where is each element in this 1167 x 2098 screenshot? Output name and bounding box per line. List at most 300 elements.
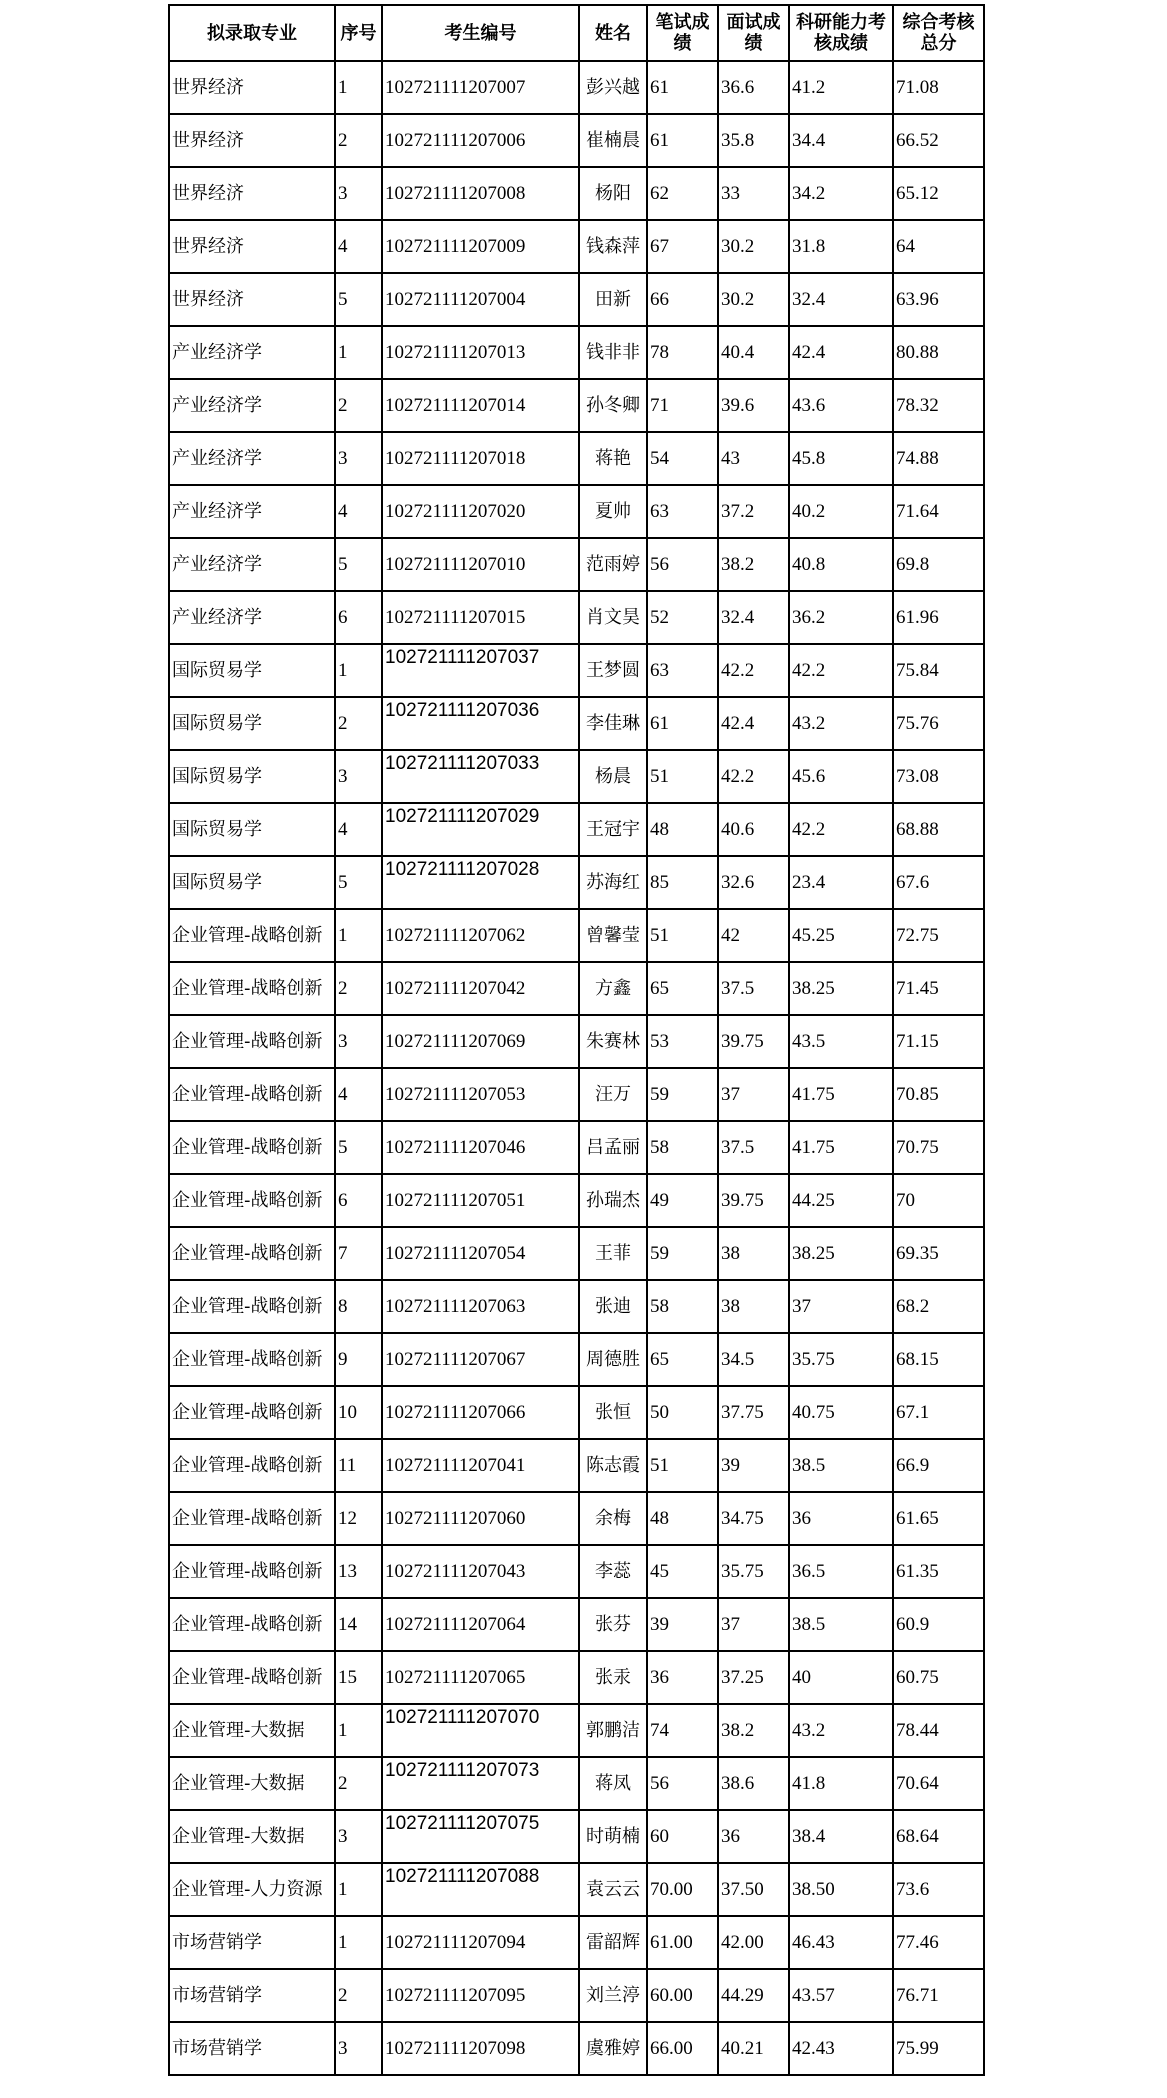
research-score-cell: 46.43 [789,1916,893,1969]
seq-cell: 2 [335,379,382,432]
candidate-id-cell: 102721111207053 [382,1068,579,1121]
written-score-cell: 63 [647,485,718,538]
candidate-id-cell: 102721111207063 [382,1280,579,1333]
major-cell: 国际贸易学 [169,856,335,909]
table-row [169,1174,984,1227]
written-score-cell: 39 [647,1598,718,1651]
candidate-id-cell: 102721111207073 [382,1757,579,1810]
written-score-cell: 66.00 [647,2022,718,2075]
seq-cell: 2 [335,114,382,167]
total-score-cell: 75.99 [893,2022,984,2075]
written-score-cell: 58 [647,1280,718,1333]
header-interview-score: 面试成绩 [718,5,789,61]
table-row [169,273,984,326]
total-score-cell: 68.15 [893,1333,984,1386]
major-cell: 国际贸易学 [169,803,335,856]
seq-cell: 3 [335,1015,382,1068]
written-score-cell: 56 [647,538,718,591]
name-cell: 苏海红 [579,856,647,909]
candidate-id-cell: 102721111207010 [382,538,579,591]
written-score-cell: 54 [647,432,718,485]
total-score-cell: 65.12 [893,167,984,220]
candidate-id-cell: 102721111207013 [382,326,579,379]
total-score-cell: 70.85 [893,1068,984,1121]
interview-score-cell: 39.6 [718,379,789,432]
total-score-cell: 61.35 [893,1545,984,1598]
table-row [169,750,984,803]
interview-score-cell: 42.4 [718,697,789,750]
research-score-cell: 42.2 [789,644,893,697]
table-row [169,2022,984,2075]
name-cell: 张迪 [579,1280,647,1333]
name-cell: 夏帅 [579,485,647,538]
candidate-id-cell: 102721111207060 [382,1492,579,1545]
candidate-id-cell: 102721111207006 [382,114,579,167]
name-cell: 张芬 [579,1598,647,1651]
name-cell: 曾馨莹 [579,909,647,962]
candidate-id-cell: 102721111207042 [382,962,579,1015]
seq-cell: 11 [335,1439,382,1492]
written-score-cell: 61 [647,114,718,167]
research-score-cell: 38.25 [789,962,893,1015]
total-score-cell: 61.65 [893,1492,984,1545]
seq-cell: 12 [335,1492,382,1545]
interview-score-cell: 30.2 [718,273,789,326]
total-score-cell: 76.71 [893,1969,984,2022]
total-score-cell: 69.35 [893,1227,984,1280]
name-cell: 王梦圆 [579,644,647,697]
seq-cell: 4 [335,803,382,856]
candidate-id-cell: 102721111207028 [382,856,579,909]
total-score-cell: 80.88 [893,326,984,379]
research-score-cell: 41.2 [789,61,893,114]
interview-score-cell: 42 [718,909,789,962]
seq-cell: 13 [335,1545,382,1598]
table-body [169,61,984,2075]
interview-score-cell: 37.25 [718,1651,789,1704]
header-major: 拟录取专业 [169,5,335,61]
table-row [169,1333,984,1386]
seq-cell: 3 [335,1810,382,1863]
interview-score-cell: 37.50 [718,1863,789,1916]
candidate-id-cell: 102721111207070 [382,1704,579,1757]
total-score-cell: 73.6 [893,1863,984,1916]
seq-cell: 2 [335,1757,382,1810]
name-cell: 范雨婷 [579,538,647,591]
written-score-cell: 48 [647,803,718,856]
total-score-cell: 67.6 [893,856,984,909]
interview-score-cell: 42.2 [718,750,789,803]
interview-score-cell: 37.75 [718,1386,789,1439]
name-cell: 方鑫 [579,962,647,1015]
major-cell: 产业经济学 [169,326,335,379]
table-row [169,856,984,909]
written-score-cell: 70.00 [647,1863,718,1916]
table-row [169,379,984,432]
interview-score-cell: 37.5 [718,1121,789,1174]
name-cell: 钱非非 [579,326,647,379]
table-row [169,1598,984,1651]
research-score-cell: 45.25 [789,909,893,962]
major-cell: 企业管理-战略创新 [169,1068,335,1121]
candidate-id-cell: 102721111207009 [382,220,579,273]
written-score-cell: 51 [647,750,718,803]
total-score-cell: 71.08 [893,61,984,114]
table-row [169,1015,984,1068]
total-score-cell: 71.15 [893,1015,984,1068]
seq-cell: 3 [335,432,382,485]
table-row [169,538,984,591]
table-row [169,485,984,538]
candidate-id-cell: 102721111207046 [382,1121,579,1174]
research-score-cell: 34.4 [789,114,893,167]
major-cell: 企业管理-战略创新 [169,1333,335,1386]
total-score-cell: 74.88 [893,432,984,485]
interview-score-cell: 44.29 [718,1969,789,2022]
research-score-cell: 31.8 [789,220,893,273]
interview-score-cell: 33 [718,167,789,220]
major-cell: 企业管理-战略创新 [169,1015,335,1068]
candidate-id-cell: 102721111207054 [382,1227,579,1280]
table-row [169,962,984,1015]
header-seq: 序号 [335,5,382,61]
major-cell: 世界经济 [169,273,335,326]
candidate-id-cell: 102721111207033 [382,750,579,803]
research-score-cell: 34.2 [789,167,893,220]
written-score-cell: 78 [647,326,718,379]
total-score-cell: 77.46 [893,1916,984,1969]
table-row [169,697,984,750]
seq-cell: 15 [335,1651,382,1704]
total-score-cell: 72.75 [893,909,984,962]
candidate-id-cell: 102721111207018 [382,432,579,485]
admission-scores-table [168,4,985,2076]
total-score-cell: 71.64 [893,485,984,538]
total-score-cell: 66.9 [893,1439,984,1492]
table-row [169,591,984,644]
table-row [169,644,984,697]
total-score-cell: 69.8 [893,538,984,591]
research-score-cell: 37 [789,1280,893,1333]
total-score-cell: 68.64 [893,1810,984,1863]
total-score-cell: 70.64 [893,1757,984,1810]
name-cell: 蒋凤 [579,1757,647,1810]
table-row [169,432,984,485]
interview-score-cell: 40.21 [718,2022,789,2075]
major-cell: 市场营销学 [169,2022,335,2075]
interview-score-cell: 43 [718,432,789,485]
name-cell: 孙瑞杰 [579,1174,647,1227]
table-row [169,1280,984,1333]
name-cell: 王菲 [579,1227,647,1280]
written-score-cell: 67 [647,220,718,273]
candidate-id-cell: 102721111207065 [382,1651,579,1704]
interview-score-cell: 39.75 [718,1015,789,1068]
seq-cell: 2 [335,697,382,750]
interview-score-cell: 34.75 [718,1492,789,1545]
major-cell: 企业管理-大数据 [169,1757,335,1810]
interview-score-cell: 40.6 [718,803,789,856]
name-cell: 朱赛林 [579,1015,647,1068]
candidate-id-cell: 102721111207088 [382,1863,579,1916]
seq-cell: 1 [335,644,382,697]
major-cell: 企业管理-战略创新 [169,1121,335,1174]
written-score-cell: 65 [647,1333,718,1386]
total-score-cell: 63.96 [893,273,984,326]
interview-score-cell: 37 [718,1598,789,1651]
candidate-id-cell: 102721111207095 [382,1969,579,2022]
written-score-cell: 53 [647,1015,718,1068]
total-score-cell: 75.84 [893,644,984,697]
seq-cell: 4 [335,485,382,538]
candidate-id-cell: 102721111207015 [382,591,579,644]
research-score-cell: 36.2 [789,591,893,644]
name-cell: 田新 [579,273,647,326]
candidate-id-cell: 102721111207043 [382,1545,579,1598]
major-cell: 企业管理-战略创新 [169,962,335,1015]
name-cell: 吕孟丽 [579,1121,647,1174]
seq-cell: 5 [335,856,382,909]
research-score-cell: 36 [789,1492,893,1545]
seq-cell: 3 [335,2022,382,2075]
table-row [169,1121,984,1174]
interview-score-cell: 37.2 [718,485,789,538]
total-score-cell: 78.44 [893,1704,984,1757]
interview-score-cell: 38 [718,1280,789,1333]
total-score-cell: 68.2 [893,1280,984,1333]
name-cell: 李蕊 [579,1545,647,1598]
table-header [169,5,984,61]
seq-cell: 2 [335,1969,382,2022]
total-score-cell: 68.88 [893,803,984,856]
name-cell: 时萌楠 [579,1810,647,1863]
written-score-cell: 59 [647,1227,718,1280]
written-score-cell: 61.00 [647,1916,718,1969]
interview-score-cell: 35.8 [718,114,789,167]
seq-cell: 1 [335,1863,382,1916]
research-score-cell: 43.57 [789,1969,893,2022]
table-row [169,326,984,379]
research-score-cell: 38.25 [789,1227,893,1280]
seq-cell: 4 [335,1068,382,1121]
interview-score-cell: 42.00 [718,1916,789,1969]
name-cell: 周德胜 [579,1333,647,1386]
name-cell: 刘兰渟 [579,1969,647,2022]
written-score-cell: 60 [647,1810,718,1863]
name-cell: 虞雅婷 [579,2022,647,2075]
major-cell: 世界经济 [169,167,335,220]
major-cell: 市场营销学 [169,1916,335,1969]
total-score-cell: 70.75 [893,1121,984,1174]
name-cell: 张恒 [579,1386,647,1439]
candidate-id-cell: 102721111207007 [382,61,579,114]
total-score-cell: 67.1 [893,1386,984,1439]
written-score-cell: 71 [647,379,718,432]
seq-cell: 1 [335,326,382,379]
seq-cell: 7 [335,1227,382,1280]
name-cell: 汪万 [579,1068,647,1121]
written-score-cell: 74 [647,1704,718,1757]
major-cell: 企业管理-战略创新 [169,1386,335,1439]
candidate-id-cell: 102721111207008 [382,167,579,220]
table-row [169,1068,984,1121]
written-score-cell: 63 [647,644,718,697]
interview-score-cell: 38 [718,1227,789,1280]
name-cell: 王冠宇 [579,803,647,856]
candidate-id-cell: 102721111207066 [382,1386,579,1439]
table-row [169,114,984,167]
interview-score-cell: 36 [718,1810,789,1863]
major-cell: 企业管理-战略创新 [169,1598,335,1651]
major-cell: 产业经济学 [169,591,335,644]
seq-cell: 3 [335,167,382,220]
name-cell: 余梅 [579,1492,647,1545]
research-score-cell: 40.8 [789,538,893,591]
name-cell: 彭兴越 [579,61,647,114]
seq-cell: 9 [335,1333,382,1386]
name-cell: 杨阳 [579,167,647,220]
table-row [169,1651,984,1704]
candidate-id-cell: 102721111207064 [382,1598,579,1651]
major-cell: 国际贸易学 [169,644,335,697]
interview-score-cell: 38.6 [718,1757,789,1810]
major-cell: 企业管理-战略创新 [169,1651,335,1704]
research-score-cell: 42.43 [789,2022,893,2075]
seq-cell: 5 [335,1121,382,1174]
seq-cell: 1 [335,1916,382,1969]
candidate-id-cell: 102721111207041 [382,1439,579,1492]
name-cell: 孙冬卿 [579,379,647,432]
header-total-score: 综合考核总分 [893,5,984,61]
seq-cell: 3 [335,750,382,803]
research-score-cell: 23.4 [789,856,893,909]
candidate-id-cell: 102721111207098 [382,2022,579,2075]
name-cell: 钱森萍 [579,220,647,273]
candidate-id-cell: 102721111207029 [382,803,579,856]
written-score-cell: 58 [647,1121,718,1174]
table-row [169,167,984,220]
interview-score-cell: 34.5 [718,1333,789,1386]
research-score-cell: 38.5 [789,1439,893,1492]
name-cell: 陈志霞 [579,1439,647,1492]
written-score-cell: 61 [647,61,718,114]
major-cell: 产业经济学 [169,379,335,432]
table-row [169,1386,984,1439]
candidate-id-cell: 102721111207094 [382,1916,579,1969]
candidate-id-cell: 102721111207037 [382,644,579,697]
written-score-cell: 65 [647,962,718,1015]
major-cell: 企业管理-人力资源 [169,1863,335,1916]
candidate-id-cell: 102721111207004 [382,273,579,326]
name-cell: 郭鹏洁 [579,1704,647,1757]
research-score-cell: 38.50 [789,1863,893,1916]
major-cell: 企业管理-战略创新 [169,1227,335,1280]
research-score-cell: 38.4 [789,1810,893,1863]
research-score-cell: 45.8 [789,432,893,485]
table-row [169,1916,984,1969]
research-score-cell: 41.75 [789,1121,893,1174]
major-cell: 企业管理-大数据 [169,1704,335,1757]
major-cell: 企业管理-战略创新 [169,909,335,962]
table-row [169,1863,984,1916]
interview-score-cell: 32.6 [718,856,789,909]
written-score-cell: 60.00 [647,1969,718,2022]
seq-cell: 6 [335,591,382,644]
seq-cell: 14 [335,1598,382,1651]
table-row [169,1439,984,1492]
total-score-cell: 66.52 [893,114,984,167]
total-score-cell: 78.32 [893,379,984,432]
interview-score-cell: 42.2 [718,644,789,697]
table-row [169,1492,984,1545]
seq-cell: 1 [335,61,382,114]
major-cell: 企业管理-战略创新 [169,1280,335,1333]
candidate-id-cell: 102721111207020 [382,485,579,538]
total-score-cell: 60.9 [893,1598,984,1651]
major-cell: 世界经济 [169,114,335,167]
candidate-id-cell: 102721111207075 [382,1810,579,1863]
written-score-cell: 61 [647,697,718,750]
interview-score-cell: 30.2 [718,220,789,273]
total-score-cell: 71.45 [893,962,984,1015]
major-cell: 企业管理-大数据 [169,1810,335,1863]
total-score-cell: 60.75 [893,1651,984,1704]
name-cell: 蒋艳 [579,432,647,485]
written-score-cell: 51 [647,1439,718,1492]
table-row [169,909,984,962]
table-row [169,1545,984,1598]
research-score-cell: 32.4 [789,273,893,326]
table-row [169,1704,984,1757]
table-row [169,1810,984,1863]
table-row [169,803,984,856]
interview-score-cell: 37.5 [718,962,789,1015]
table-row [169,1969,984,2022]
written-score-cell: 49 [647,1174,718,1227]
candidate-id-cell: 102721111207036 [382,697,579,750]
header-research-score: 科研能力考核成绩 [789,5,893,61]
seq-cell: 5 [335,538,382,591]
seq-cell: 1 [335,909,382,962]
seq-cell: 10 [335,1386,382,1439]
research-score-cell: 38.5 [789,1598,893,1651]
research-score-cell: 43.6 [789,379,893,432]
research-score-cell: 42.2 [789,803,893,856]
interview-score-cell: 39.75 [718,1174,789,1227]
name-cell: 雷韶辉 [579,1916,647,1969]
total-score-cell: 70 [893,1174,984,1227]
written-score-cell: 66 [647,273,718,326]
research-score-cell: 36.5 [789,1545,893,1598]
major-cell: 国际贸易学 [169,697,335,750]
research-score-cell: 35.75 [789,1333,893,1386]
total-score-cell: 73.08 [893,750,984,803]
candidate-id-cell: 102721111207051 [382,1174,579,1227]
research-score-cell: 43.2 [789,697,893,750]
interview-score-cell: 32.4 [718,591,789,644]
major-cell: 企业管理-战略创新 [169,1174,335,1227]
interview-score-cell: 40.4 [718,326,789,379]
seq-cell: 8 [335,1280,382,1333]
major-cell: 产业经济学 [169,538,335,591]
major-cell: 企业管理-战略创新 [169,1492,335,1545]
table-row [169,1227,984,1280]
seq-cell: 2 [335,962,382,1015]
seq-cell: 4 [335,220,382,273]
written-score-cell: 62 [647,167,718,220]
header-candidate-id: 考生编号 [382,5,579,61]
research-score-cell: 40.2 [789,485,893,538]
